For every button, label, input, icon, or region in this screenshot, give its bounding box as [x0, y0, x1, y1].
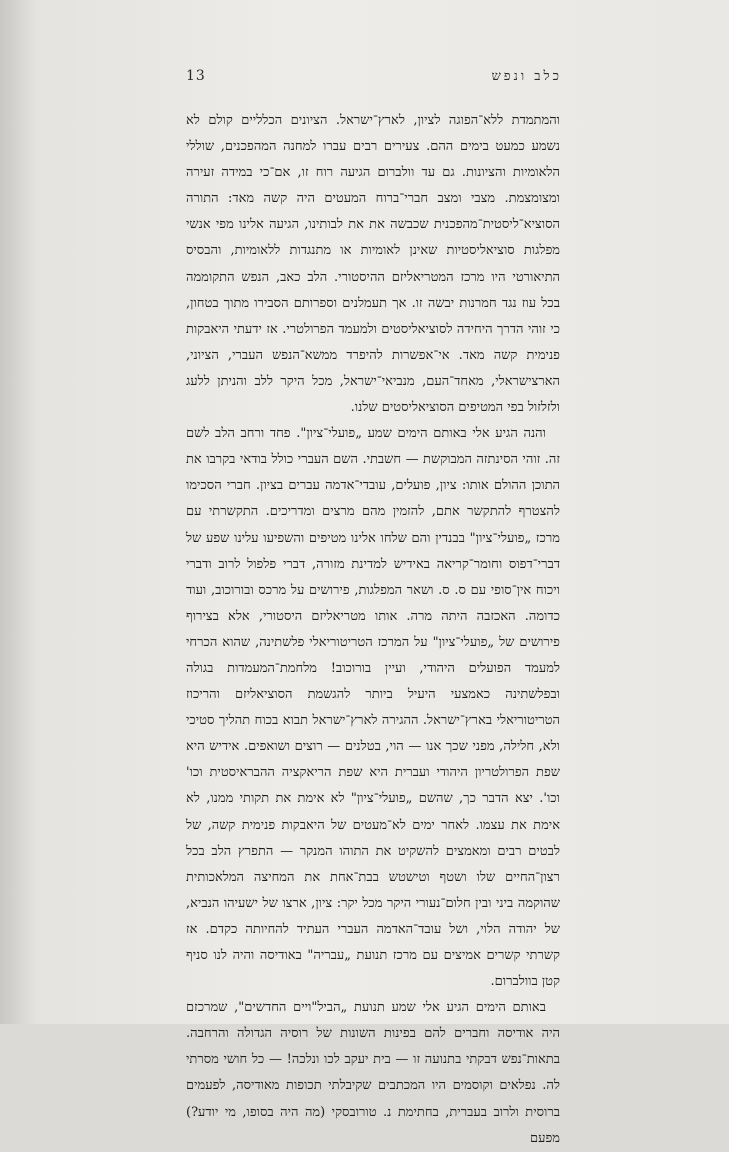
paragraph-3: באותם הימים הגיע אלי שמע תנועת „הביל"ויים החדשים", שמרכזם היה אודיסה וחברים להם בפינות השונות של רוסיה הגדולה והרחבה. בתאות־נפש דבקתי בתנועה זו — בית יעקב לכו ונלכה! — כל חושי מסרתי לה. נפלאים וקוסמים היו המכתבים שקיבלתי תכופות מאודיסה, לפעמים ברוסית ולרוב בעברית, בחתימת נ. טורובסקי (מה היה בסופו, מי יודע?) מפעם — [186, 1000, 560, 1146]
paragraph-1: והמתמדת ללא־הפוגה לציון, לארץ־ישראל. הציונים הכלליים קולם לא נשמע כמעט בימים ההם. צעירים רבים עברו למחנה המהפכנים, שוללי הלאומיות והציונות. גם עד וולברום הגיעה רוח זו, אם־כי במידה זעירה ומצומצמת. מצבי ומצב חברי־ברוח המעטים היה קשה מאד: התורה הסוציא־ליסטית־מהפכנית שכבשה את את לבותינו, הגיעה אלינו מפי אנשי מפלגות סוציאליסטיות שאינן לאומיות או מתנגדות ללאומיות, והבסיס התיאורטי היו מרכז המטריאליזם ההיסטורי. הלב כאב, הנפש התקוממה בכל עוז נגד חמרנות יבשה זו. אך תעמלנים וספרותם הסבירו מתוך בטחון, כי זוהי הדרך היחידה לסוציאליסטים ולמעמד הפרולטרי. אז ידעתי היאבקות פנימית קשה מאד. אי־אפשרות להיפרד ממשא־הנפש העברי, הציוני, הארצישראלי, מאחד־העם, מנביאי־ישראל, מכל היקר ללב והניתן ללעג ולזלזול בפי המטיפים הסוציאליסטים שלנו. — [186, 113, 560, 416]
body-text — [186, 108, 560, 1152]
page-gutter-shadow — [0, 0, 36, 1024]
page-number: 13 — [186, 68, 206, 84]
page-header — [172, 68, 562, 92]
paragraph-2: והנה הגיע אלי באותם הימים שמע „פועלי־ציון". פחד ורחב הלב לשם זה. זוהי הסינתזה המבוקשת — חשבתי. השם העברי כולל בודאי בקרבו את התוכן ההולם אותו: ציון, פועלים, עובדי־אדמה עברים בציון. חברי הסכימו להצטרף להתקשר אתם, להזמין מהם מרצים ומדריכים. התקשרתי עם מרכז „פועלי־ציון" בבנדין והם שלחו אלינו מטיפים והשפיעו עלינו שפע של דברי־דפוס וחומר־קריאה באידיש למדינת מזורה, דברי פלפול לרוב ודברי ויכוח אין־סופי עם ס. ס. ושאר המפלגות, פירושים על מרכס ובורוכוב, ועוד כדומה. האכזבה היתה מרה. אותו מטריאליזם היסטורי, אלא בצירוף פירושים של „פועלי־ציון" על המרכז הטריטוריאלי פלשתינה, שהוא הכרחי למעמד הפועלים היהודי, ועיין בורוכוב! מלחמת־המעמדות בגולה ובפלשתינה כאמצעי היעיל ביותר להגשמת הסוציאליזם והריכוז הטריטוריאלי בארץ־ישראל. ההגירה לארץ־ישראל תבוא בכוח תהליך סטיכי ולא, חלילה, מפני שכך אנו — הוי, בטלנים — רוצים ושואפים. אידיש היא שפת הפרולטריון היהודי ועברית היא שפת הריאקציה ההבראיסטית וכו' וכו'. יצא הדבר כך, שהשם „פועלי־ציון" לא אימת את תקותי ממנו, לא אימת את עצמו. לאחר ימים לא־מעטים של היאבקות פנימית קשה, של לבטים רבים ומאמצים להשקיט את התוהו המנקר — התפרץ הלב בכל רצון־החיים שלו ושטף וטישטש בבת־אחת את המחיצה המלאכותית שהוקמה ביני ובין חלום־נעורי היקר מכל יקר: ציון, ארצו של ישעיהו הנביא, של יהודה הלוי, ושל עובד־האדמה העברי העתיד להחיותה כקדם. אז קשרתי קשרים אמיצים עם מרכז תנועת „עבריה" באודיסה והיה לנו סניף קטן בוולברום. — [186, 426, 560, 990]
running-title: כלב ונפש — [491, 69, 562, 84]
